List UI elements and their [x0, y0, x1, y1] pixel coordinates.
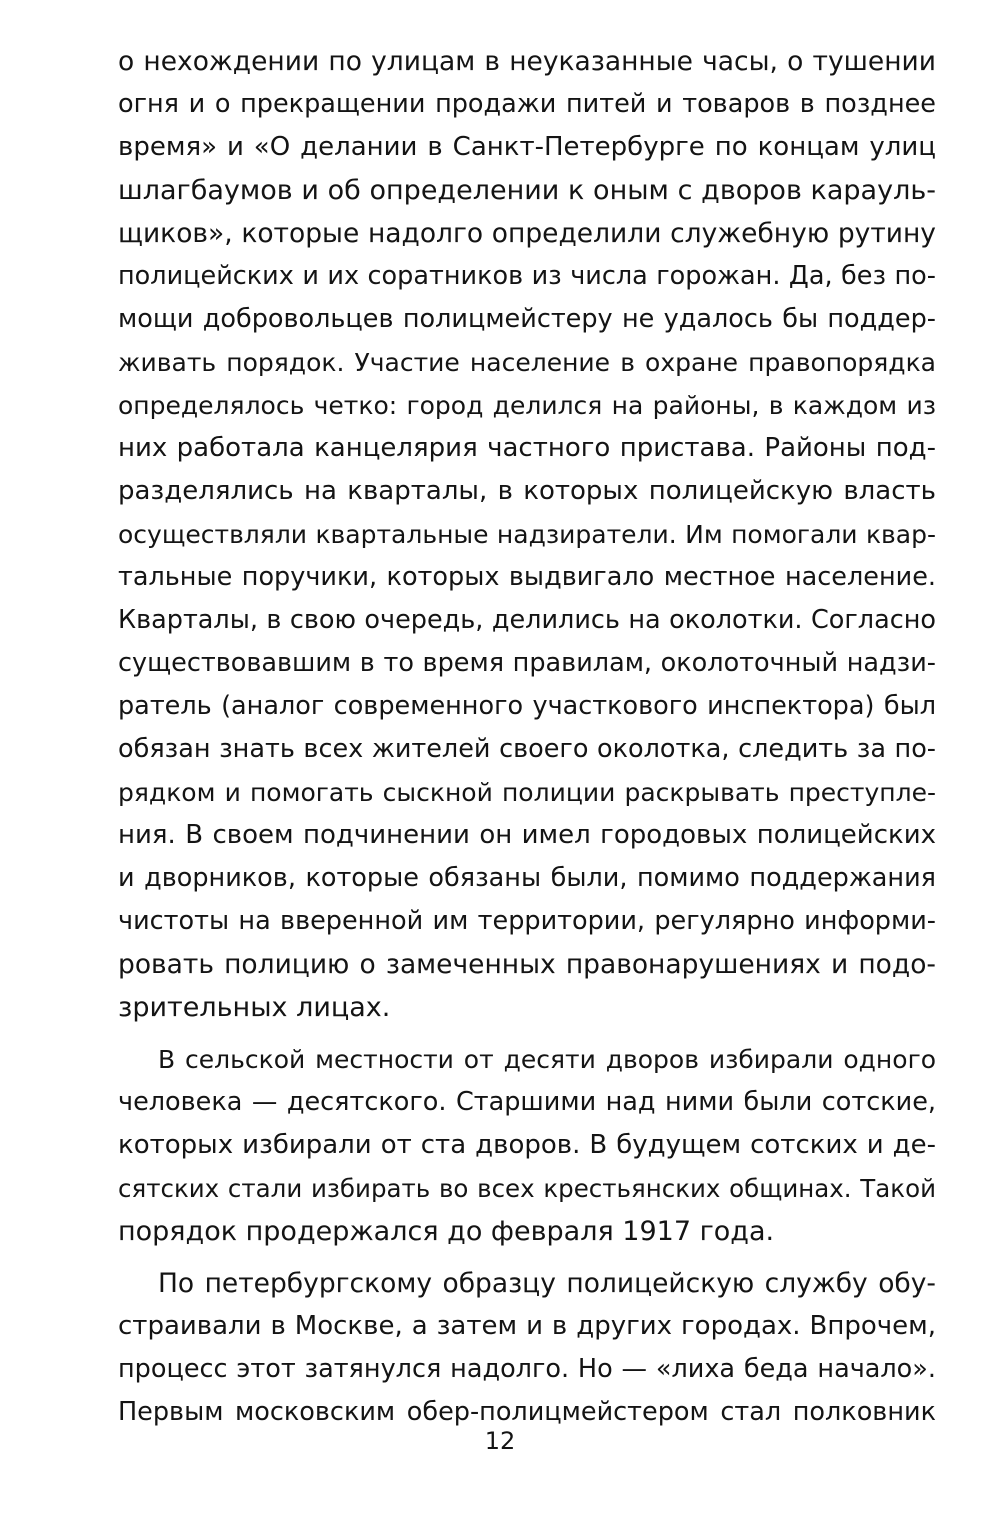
text-line: которых избирали от ста дворов. В будущем сотских и де-	[118, 1130, 936, 1160]
paragraph-3	[118, 1262, 936, 1434]
text-line: сятских стали избирать во всех крестьянских общинах. Такой	[118, 1174, 936, 1203]
page-number: 12	[484, 1427, 516, 1455]
paragraph-1	[118, 40, 936, 1029]
text-line: порядок продержался до февраля 1917 года.	[118, 1216, 775, 1247]
text-line: и дворников, которые обязаны были, помимо поддержания	[118, 863, 936, 893]
paragraph-2	[118, 1038, 936, 1253]
text-line: о нехождении по улицам в неуказанные часы, о тушении	[118, 46, 936, 77]
text-line: ровать полицию о замеченных правонарушениях и подо-	[118, 949, 936, 980]
text-line: шлагбаумов и об определении к оным с дворов карауль-	[118, 175, 936, 206]
text-line: ратель (аналог современного участкового инспектора) был	[118, 691, 936, 721]
text-line: определялось четко: город делился на районы, в каждом из	[118, 391, 936, 420]
text-line: существовавшим в то время правилам, околоточный надзи-	[118, 648, 936, 678]
text-line: огня и о прекращении продажи питей и товаров в позднее	[118, 89, 936, 119]
text-line: осуществляли квартальные надзиратели. Им помогали квар-	[118, 520, 936, 549]
text-line: В сельской местности от десяти дворов избирали одного	[158, 1045, 936, 1074]
text-line: Первым московским обер-полицмейстером стал полковник	[118, 1397, 936, 1427]
text-line: щиков», которые надолго определили служебную рутину	[118, 218, 936, 249]
text-line: Кварталы, в свою очередь, делились на околотки. Согласно	[118, 605, 936, 635]
text-line: По петербургскому образцу полицейскую службу обу-	[158, 1268, 936, 1299]
text-line: страивали в Москве, а затем и в других городах. Впрочем,	[118, 1311, 936, 1341]
text-line: ния. В своем подчинении он имел городовых полицейских	[118, 820, 936, 850]
text-line: человека — десятского. Старшими над ними были сотские,	[118, 1087, 936, 1117]
text-line: живать порядок. Участие население в охране правопорядка	[118, 348, 936, 377]
text-line: зрительных лицах.	[118, 992, 391, 1023]
book-page	[118, 40, 936, 1434]
text-line: мощи добровольцев полицмейстеру не удалось бы поддер-	[118, 304, 936, 334]
text-line: время» и «О делании в Санкт-Петербурге по концам улиц	[118, 132, 936, 162]
text-line: полицейских и их соратников из числа горожан. Да, без по-	[118, 261, 936, 291]
text-line: процесс этот затянулся надолго. Но — «лиха беда начало».	[118, 1354, 936, 1384]
text-line: чистоты на вверенной им территории, регулярно информи-	[118, 906, 936, 936]
text-line: рядком и помогать сыскной полиции раскрывать преступле-	[118, 778, 936, 807]
text-line: разделялись на кварталы, в которых полицейскую власть	[118, 476, 936, 506]
text-line: обязан знать всех жителей своего околотка, следить за по-	[118, 734, 936, 764]
text-line: тальные поручики, которых выдвигало местное население.	[118, 562, 936, 592]
text-line: них работала канцелярия частного пристава. Районы под-	[118, 433, 936, 463]
